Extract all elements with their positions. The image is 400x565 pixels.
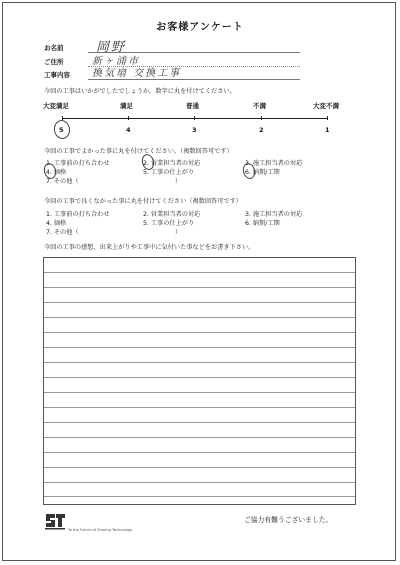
name-value[interactable]: 岡野 — [96, 40, 127, 55]
q3-option-4[interactable]: 4. 価格 — [46, 220, 67, 227]
scale-num-1[interactable]: 1 — [325, 126, 330, 134]
comment-line — [44, 317, 355, 318]
q4-question: 今回の工事の感想、出来上がりや工事中に気付いた事などをお書き下さい。 — [44, 244, 255, 251]
scale-label-2: 不満 — [253, 102, 266, 110]
address-value[interactable]: 新ヶ浦市 — [92, 56, 140, 67]
q1-question: 今回の工事はいかがでしたでしょうか。数字に丸を付けてください。 — [44, 88, 236, 95]
comment-line — [44, 467, 355, 468]
scale-line — [62, 118, 328, 119]
scale-num-4[interactable]: 4 — [126, 126, 131, 134]
q2-option-1[interactable]: 1. 工事前の打ち合わせ — [46, 160, 110, 167]
comment-line — [44, 407, 355, 408]
scale-label-3: 普通 — [186, 102, 199, 110]
comment-line — [44, 437, 355, 438]
comment-line — [44, 452, 355, 453]
q2-option-2[interactable]: 2. 営業担当者の対応 — [143, 160, 201, 167]
comment-line — [44, 272, 355, 273]
scale-num-3[interactable]: 3 — [192, 126, 197, 134]
q3-option-3[interactable]: 3. 施工担当者の対応 — [245, 211, 303, 218]
thanks-message: ご協力有難うございました。 — [244, 516, 333, 524]
comment-line — [44, 362, 355, 363]
scale-label-5: 大変満足 — [43, 102, 69, 110]
q3-option-1[interactable]: 1. 工事前の打ち合わせ — [46, 211, 110, 218]
q2-option-5[interactable]: 5. 工事の仕上がり — [143, 169, 195, 176]
scale-num-5[interactable]: 5 — [59, 126, 64, 134]
scale-label-4: 満足 — [120, 102, 133, 110]
comment-line — [44, 392, 355, 393]
company-logo-icon — [44, 512, 66, 532]
scale-num-2[interactable]: 2 — [259, 126, 264, 134]
q3-option-6[interactable]: 6. 納期/工期 — [245, 220, 280, 227]
scale-tick-1 — [327, 116, 328, 120]
scale-tick-4 — [128, 116, 129, 120]
page-title: お客様アンケート — [156, 22, 244, 33]
q3-option-2[interactable]: 2. 営業担当者の対応 — [143, 211, 201, 218]
scale-label-1: 大変不満 — [313, 102, 339, 110]
q3-question: 今回の工事で良くなかった事に丸を付けてください（複数回答可です） — [44, 198, 242, 205]
q2-option-7[interactable]: 7. その他（ — [46, 178, 79, 185]
comment-line — [44, 287, 355, 288]
comment-box[interactable] — [43, 257, 356, 505]
scale-tick-2 — [261, 116, 262, 120]
q2-option-7-close: ） — [175, 178, 182, 185]
comment-line — [44, 482, 355, 483]
comment-line — [44, 377, 355, 378]
q2-question: 今回の工事でよかった事に丸を付けてください。（複数回答可です） — [44, 148, 233, 155]
comment-line — [44, 422, 355, 423]
comment-line — [44, 332, 355, 333]
q2-option-3[interactable]: 3. 施工担当者の対応 — [245, 160, 303, 167]
scale-tick-3 — [194, 116, 195, 120]
q3-option-7-close: ） — [175, 229, 182, 236]
q3-option-7[interactable]: 7. その他（ — [46, 229, 79, 236]
q3-option-5[interactable]: 5. 工事の仕上がり — [143, 220, 195, 227]
comment-line — [44, 496, 355, 497]
q2-option-4[interactable]: 4. 価格 — [46, 169, 67, 176]
work-label: 工事内容 — [44, 71, 70, 79]
comment-line — [44, 347, 355, 348]
q2-option-6[interactable]: 6. 納期/工期 — [245, 169, 280, 176]
comment-line — [44, 302, 355, 303]
name-label: お名前 — [44, 44, 64, 52]
work-value[interactable]: 換気扇 交換工事 — [92, 68, 182, 79]
logo-tagline: To the Future of Sharing Technology — [68, 528, 133, 532]
address-label: ご住所 — [44, 58, 64, 66]
work-underline — [88, 79, 300, 80]
